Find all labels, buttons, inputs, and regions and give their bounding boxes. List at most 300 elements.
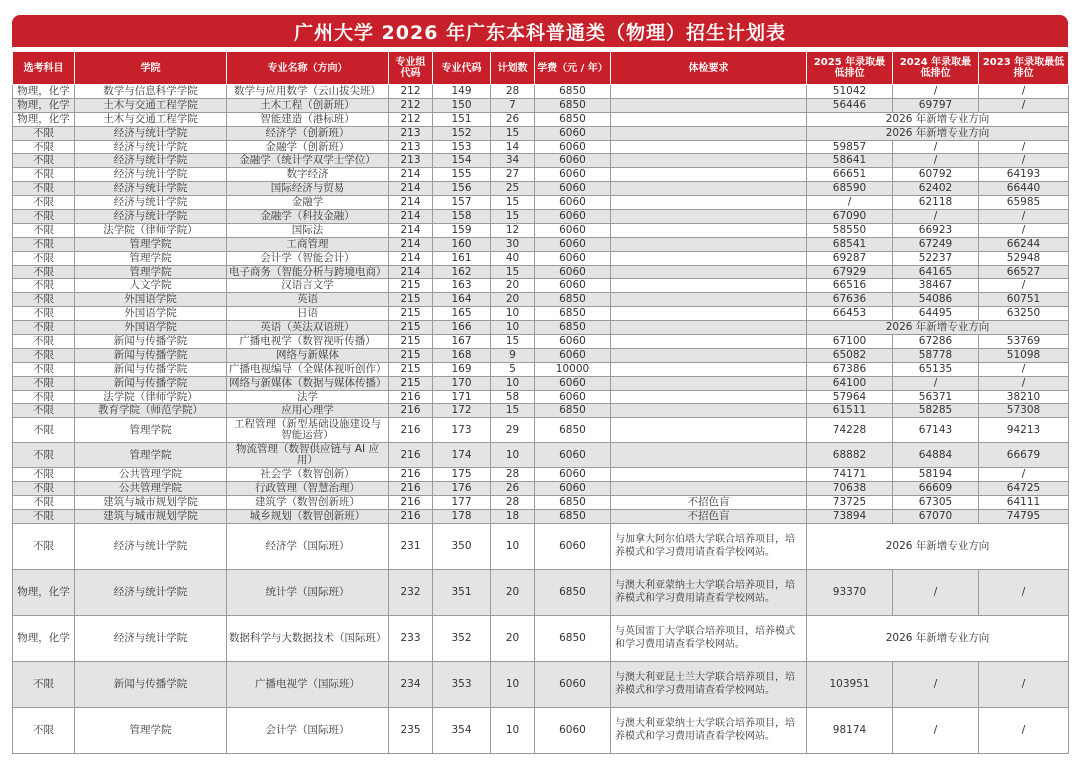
cell-major: 法学: [227, 390, 389, 404]
cell-physical-req: 不招色盲: [611, 510, 807, 524]
cell-rank-2024: 64495: [893, 307, 979, 321]
cell-college: 法学院（律师学院）: [75, 390, 227, 404]
cell-major-code: 160: [433, 237, 491, 251]
table-row: [13, 321, 1069, 335]
cell-plan-count: 20: [491, 615, 535, 661]
table-row: [13, 210, 1069, 224]
cell-college: 经济与统计学院: [75, 210, 227, 224]
cell-college: 外国语学院: [75, 307, 227, 321]
cell-major-code: 163: [433, 279, 491, 293]
cell-rank-2024: 52237: [893, 251, 979, 265]
cell-major-code: 167: [433, 335, 491, 349]
cell-subject: 物理，化学: [13, 85, 75, 99]
header-subject: 选考科目: [13, 52, 75, 85]
table-row: [13, 362, 1069, 376]
cell-rank-2024: /: [893, 661, 979, 707]
cell-subject: 物理，化学: [13, 112, 75, 126]
cell-rank-2025: 68590: [807, 182, 893, 196]
cell-college: 土木与交通工程学院: [75, 112, 227, 126]
cell-rank-2025: 68882: [807, 443, 893, 468]
cell-physical-req: [611, 404, 807, 418]
cell-group-code: 215: [389, 279, 433, 293]
cell-rank-2024: 67305: [893, 496, 979, 510]
cell-college: 经济与统计学院: [75, 615, 227, 661]
cell-subject: 不限: [13, 482, 75, 496]
cell-tuition: 6060: [535, 707, 611, 753]
cell-group-code: 215: [389, 307, 433, 321]
cell-rank-2024: 64165: [893, 265, 979, 279]
cell-rank-2023: /: [979, 707, 1069, 753]
cell-plan-count: 18: [491, 510, 535, 524]
cell-tuition: 6060: [535, 335, 611, 349]
cell-physical-req: [611, 196, 807, 210]
cell-rank-2023: /: [979, 154, 1069, 168]
cell-major-code: 155: [433, 168, 491, 182]
cell-rank-2023: 63250: [979, 307, 1069, 321]
cell-rank-2024: /: [893, 140, 979, 154]
table-row: [13, 348, 1069, 362]
cell-rank-2023: 51098: [979, 348, 1069, 362]
cell-rank-2023: 57308: [979, 404, 1069, 418]
cell-rank-2025: 61511: [807, 404, 893, 418]
cell-plan-count: 29: [491, 418, 535, 443]
table-row: [13, 482, 1069, 496]
cell-rank-2024: 67070: [893, 510, 979, 524]
cell-major: 英语（英法双语班）: [227, 321, 389, 335]
cell-plan-count: 12: [491, 223, 535, 237]
cell-major: 汉语言文学: [227, 279, 389, 293]
cell-plan-count: 7: [491, 98, 535, 112]
cell-major: 经济学（国际班）: [227, 523, 389, 569]
cell-physical-req: [611, 140, 807, 154]
cell-tuition: 6060: [535, 661, 611, 707]
cell-plan-count: 40: [491, 251, 535, 265]
cell-tuition: 6060: [535, 210, 611, 224]
cell-rank-2024: 58194: [893, 468, 979, 482]
cell-college: 经济与统计学院: [75, 569, 227, 615]
cell-major-code: 177: [433, 496, 491, 510]
cell-group-code: 215: [389, 376, 433, 390]
cell-group-code: 215: [389, 335, 433, 349]
table-row: [13, 307, 1069, 321]
cell-college: 经济与统计学院: [75, 140, 227, 154]
cell-tuition: 6850: [535, 510, 611, 524]
cell-rank-2023: 38210: [979, 390, 1069, 404]
cell-group-code: 214: [389, 196, 433, 210]
cell-major-code: 157: [433, 196, 491, 210]
cell-major-code: 171: [433, 390, 491, 404]
cell-rank-2024: /: [893, 85, 979, 99]
cell-group-code: 212: [389, 98, 433, 112]
cell-rank-2023: /: [979, 98, 1069, 112]
cell-subject: 不限: [13, 404, 75, 418]
table-row: [13, 126, 1069, 140]
cell-college: 人文学院: [75, 279, 227, 293]
table-row: [13, 496, 1069, 510]
table-row: [13, 182, 1069, 196]
cell-physical-req: [611, 237, 807, 251]
cell-physical-req: 与加拿大阿尔伯塔大学联合培养项目，培养模式和学习费用请查看学校网站。: [611, 523, 807, 569]
cell-rank-2025: 73894: [807, 510, 893, 524]
cell-subject: 不限: [13, 510, 75, 524]
cell-group-code: 216: [389, 468, 433, 482]
cell-major: 会计学（智能会计）: [227, 251, 389, 265]
cell-subject: 物理，化学: [13, 615, 75, 661]
table-body: [13, 85, 1069, 754]
header-group-code: 专业组代码: [389, 52, 433, 85]
cell-plan-count: 5: [491, 362, 535, 376]
cell-major: 广播电视编导（全媒体视听创作）: [227, 362, 389, 376]
cell-major-code: 156: [433, 182, 491, 196]
cell-rank-2023: 60751: [979, 293, 1069, 307]
cell-rank-2025: 74171: [807, 468, 893, 482]
header-rank-2024: 2024 年录取最低排位: [893, 52, 979, 85]
cell-tuition: 6850: [535, 98, 611, 112]
cell-subject: 不限: [13, 348, 75, 362]
cell-rank-2024: 56371: [893, 390, 979, 404]
table-row: [13, 707, 1069, 753]
cell-tuition: 6060: [535, 348, 611, 362]
cell-rank-2023: /: [979, 85, 1069, 99]
cell-major-code: 150: [433, 98, 491, 112]
cell-major-code: 353: [433, 661, 491, 707]
cell-physical-req: [611, 98, 807, 112]
cell-subject: 不限: [13, 443, 75, 468]
cell-tuition: 10000: [535, 362, 611, 376]
cell-group-code: 214: [389, 182, 433, 196]
cell-major-code: 169: [433, 362, 491, 376]
cell-rank-2025: 58550: [807, 223, 893, 237]
cell-physical-req: [611, 293, 807, 307]
cell-tuition: 6850: [535, 293, 611, 307]
cell-tuition: 6060: [535, 168, 611, 182]
cell-plan-count: 30: [491, 237, 535, 251]
cell-group-code: 233: [389, 615, 433, 661]
cell-rank-2023: 64193: [979, 168, 1069, 182]
cell-major-code: 165: [433, 307, 491, 321]
cell-rank-2024: 62402: [893, 182, 979, 196]
cell-tuition: 6060: [535, 251, 611, 265]
cell-tuition: 6850: [535, 321, 611, 335]
cell-group-code: 214: [389, 210, 433, 224]
cell-tuition: 6850: [535, 418, 611, 443]
cell-major: 应用心理学: [227, 404, 389, 418]
cell-plan-count: 15: [491, 196, 535, 210]
cell-plan-count: 20: [491, 569, 535, 615]
cell-plan-count: 58: [491, 390, 535, 404]
cell-physical-req: [611, 265, 807, 279]
cell-rank-2023: 66679: [979, 443, 1069, 468]
cell-rank-2025: 66651: [807, 168, 893, 182]
cell-rank-2023: 64111: [979, 496, 1069, 510]
table-row: [13, 390, 1069, 404]
header-rank-2023: 2023 年录取最低排位: [979, 52, 1069, 85]
table-row: [13, 661, 1069, 707]
cell-group-code: 215: [389, 348, 433, 362]
cell-rank-2025: 74228: [807, 418, 893, 443]
cell-group-code: 214: [389, 223, 433, 237]
cell-rank-2023: /: [979, 362, 1069, 376]
cell-rank-2024: 58778: [893, 348, 979, 362]
cell-physical-req: [611, 182, 807, 196]
cell-plan-count: 28: [491, 468, 535, 482]
cell-college: 经济与统计学院: [75, 154, 227, 168]
cell-tuition: 6060: [535, 523, 611, 569]
cell-physical-req: [611, 482, 807, 496]
cell-major: 网络与新媒体（数据与媒体传播）: [227, 376, 389, 390]
cell-major-code: 170: [433, 376, 491, 390]
cell-subject: 不限: [13, 362, 75, 376]
cell-group-code: 235: [389, 707, 433, 753]
cell-physical-req: [611, 348, 807, 362]
cell-plan-count: 15: [491, 210, 535, 224]
table-row: [13, 510, 1069, 524]
cell-plan-count: 26: [491, 482, 535, 496]
cell-major: 会计学（国际班）: [227, 707, 389, 753]
cell-subject: 不限: [13, 126, 75, 140]
cell-subject: 不限: [13, 321, 75, 335]
cell-rank-2023: 74795: [979, 510, 1069, 524]
cell-rank-2024: /: [893, 376, 979, 390]
cell-subject: 物理，化学: [13, 98, 75, 112]
cell-physical-req: [611, 418, 807, 443]
cell-physical-req: [611, 307, 807, 321]
cell-plan-count: 10: [491, 307, 535, 321]
cell-rank-2023: /: [979, 468, 1069, 482]
table-row: [13, 279, 1069, 293]
cell-college: 教育学院（师范学院）: [75, 404, 227, 418]
cell-group-code: 232: [389, 569, 433, 615]
cell-plan-count: 26: [491, 112, 535, 126]
cell-new-major-note: 2026 年新增专业方向: [807, 523, 1069, 569]
cell-subject: 不限: [13, 523, 75, 569]
cell-plan-count: 28: [491, 85, 535, 99]
cell-college: 管理学院: [75, 251, 227, 265]
cell-tuition: 6060: [535, 154, 611, 168]
cell-physical-req: [611, 126, 807, 140]
cell-physical-req: [611, 468, 807, 482]
cell-plan-count: 28: [491, 496, 535, 510]
cell-major: 建筑学（数智创新班）: [227, 496, 389, 510]
cell-major: 经济学（创新班）: [227, 126, 389, 140]
cell-rank-2024: 64884: [893, 443, 979, 468]
cell-tuition: 6060: [535, 482, 611, 496]
cell-college: 新闻与传播学院: [75, 348, 227, 362]
cell-tuition: 6060: [535, 237, 611, 251]
header-major-code: 专业代码: [433, 52, 491, 85]
table-row: [13, 237, 1069, 251]
cell-rank-2023: /: [979, 569, 1069, 615]
cell-rank-2023: /: [979, 223, 1069, 237]
cell-physical-req: [611, 154, 807, 168]
cell-rank-2023: /: [979, 140, 1069, 154]
cell-tuition: 6850: [535, 112, 611, 126]
cell-rank-2024: 66609: [893, 482, 979, 496]
cell-major: 国际经济与贸易: [227, 182, 389, 196]
cell-plan-count: 10: [491, 376, 535, 390]
cell-college: 新闻与传播学院: [75, 376, 227, 390]
cell-rank-2024: 67249: [893, 237, 979, 251]
cell-college: 外国语学院: [75, 293, 227, 307]
cell-plan-count: 15: [491, 404, 535, 418]
cell-major: 数字经济: [227, 168, 389, 182]
table-row: [13, 418, 1069, 443]
cell-plan-count: 10: [491, 523, 535, 569]
cell-rank-2025: 57964: [807, 390, 893, 404]
cell-rank-2023: 64725: [979, 482, 1069, 496]
cell-college: 法学院（律师学院）: [75, 223, 227, 237]
cell-college: 管理学院: [75, 707, 227, 753]
cell-group-code: 212: [389, 85, 433, 99]
cell-tuition: 6060: [535, 182, 611, 196]
cell-major: 电子商务（智能分析与跨境电商）: [227, 265, 389, 279]
cell-tuition: 6060: [535, 126, 611, 140]
cell-major: 社会学（数智创新）: [227, 468, 389, 482]
cell-subject: 不限: [13, 707, 75, 753]
cell-plan-count: 10: [491, 707, 535, 753]
cell-major-code: 154: [433, 154, 491, 168]
cell-group-code: 214: [389, 168, 433, 182]
cell-rank-2025: 68541: [807, 237, 893, 251]
table-row: [13, 98, 1069, 112]
cell-college: 土木与交通工程学院: [75, 98, 227, 112]
cell-college: 建筑与城市规划学院: [75, 496, 227, 510]
cell-subject: 不限: [13, 140, 75, 154]
cell-tuition: 6060: [535, 140, 611, 154]
header-physical-req: 体检要求: [611, 52, 807, 85]
cell-group-code: 213: [389, 154, 433, 168]
table-row: [13, 615, 1069, 661]
cell-tuition: 6850: [535, 569, 611, 615]
cell-physical-req: [611, 251, 807, 265]
cell-major: 智能建造（港标班）: [227, 112, 389, 126]
cell-rank-2024: 69797: [893, 98, 979, 112]
cell-physical-req: 与英国雷丁大学联合培养项目，培养模式和学习费用请查看学校网站。: [611, 615, 807, 661]
cell-group-code: 214: [389, 251, 433, 265]
cell-rank-2025: 56446: [807, 98, 893, 112]
cell-rank-2025: 103951: [807, 661, 893, 707]
cell-new-major-note: 2026 年新增专业方向: [807, 321, 1069, 335]
cell-major-code: 149: [433, 85, 491, 99]
cell-major: 工程管理（新型基础设施建设与智能运营）: [227, 418, 389, 443]
cell-college: 外国语学院: [75, 321, 227, 335]
cell-college: 建筑与城市规划学院: [75, 510, 227, 524]
cell-subject: 不限: [13, 307, 75, 321]
cell-plan-count: 10: [491, 321, 535, 335]
cell-group-code: 214: [389, 265, 433, 279]
cell-tuition: 6850: [535, 307, 611, 321]
cell-new-major-note: 2026 年新增专业方向: [807, 126, 1069, 140]
cell-group-code: 216: [389, 390, 433, 404]
cell-major-code: 350: [433, 523, 491, 569]
cell-rank-2024: 60792: [893, 168, 979, 182]
cell-major: 数学与应用数学（云山拔尖班）: [227, 85, 389, 99]
cell-college: 经济与统计学院: [75, 126, 227, 140]
cell-college: 经济与统计学院: [75, 523, 227, 569]
cell-college: 管理学院: [75, 237, 227, 251]
cell-major: 工商管理: [227, 237, 389, 251]
cell-group-code: 214: [389, 237, 433, 251]
cell-tuition: 6060: [535, 468, 611, 482]
cell-subject: 不限: [13, 265, 75, 279]
cell-rank-2023: 52948: [979, 251, 1069, 265]
cell-rank-2025: 67090: [807, 210, 893, 224]
cell-subject: 不限: [13, 223, 75, 237]
cell-group-code: 215: [389, 293, 433, 307]
cell-subject: 不限: [13, 154, 75, 168]
cell-major-code: 166: [433, 321, 491, 335]
cell-rank-2023: 94213: [979, 418, 1069, 443]
cell-major-code: 175: [433, 468, 491, 482]
cell-subject: 不限: [13, 168, 75, 182]
cell-tuition: 6060: [535, 265, 611, 279]
cell-subject: 不限: [13, 279, 75, 293]
cell-group-code: 231: [389, 523, 433, 569]
cell-physical-req: 不招色盲: [611, 496, 807, 510]
cell-plan-count: 27: [491, 168, 535, 182]
cell-tuition: 6060: [535, 390, 611, 404]
cell-major: 统计学（国际班）: [227, 569, 389, 615]
cell-physical-req: [611, 376, 807, 390]
cell-college: 管理学院: [75, 418, 227, 443]
page-title-bar: [12, 15, 1068, 47]
cell-major: 行政管理（智慧治理）: [227, 482, 389, 496]
cell-group-code: 216: [389, 443, 433, 468]
cell-major-code: 161: [433, 251, 491, 265]
cell-rank-2023: 65985: [979, 196, 1069, 210]
cell-rank-2025: 66516: [807, 279, 893, 293]
cell-plan-count: 15: [491, 126, 535, 140]
cell-rank-2024: /: [893, 707, 979, 753]
cell-group-code: 216: [389, 418, 433, 443]
cell-rank-2024: 66923: [893, 223, 979, 237]
cell-rank-2025: 66453: [807, 307, 893, 321]
cell-subject: 不限: [13, 376, 75, 390]
table-row: [13, 443, 1069, 468]
table-row: [13, 196, 1069, 210]
cell-physical-req: [611, 223, 807, 237]
table-row: [13, 468, 1069, 482]
cell-subject: 不限: [13, 661, 75, 707]
cell-rank-2024: 62118: [893, 196, 979, 210]
header-rank-2025: 2025 年录取最低排位: [807, 52, 893, 85]
cell-plan-count: 20: [491, 279, 535, 293]
cell-college: 数学与信息科学学院: [75, 85, 227, 99]
cell-physical-req: [611, 85, 807, 99]
cell-rank-2023: 66440: [979, 182, 1069, 196]
cell-rank-2024: 54086: [893, 293, 979, 307]
cell-tuition: 6850: [535, 615, 611, 661]
cell-tuition: 6850: [535, 85, 611, 99]
cell-physical-req: 与澳大利亚蒙纳士大学联合培养项目，培养模式和学习费用请查看学校网站。: [611, 707, 807, 753]
table-header-row: [13, 52, 1069, 85]
cell-group-code: 216: [389, 482, 433, 496]
table-row: [13, 265, 1069, 279]
cell-new-major-note: 2026 年新增专业方向: [807, 615, 1069, 661]
cell-tuition: 6060: [535, 443, 611, 468]
table-row: [13, 223, 1069, 237]
header-plan-count: 计划数: [491, 52, 535, 85]
cell-rank-2025: 69287: [807, 251, 893, 265]
cell-rank-2025: 67386: [807, 362, 893, 376]
cell-major: 英语: [227, 293, 389, 307]
cell-subject: 不限: [13, 210, 75, 224]
cell-college: 经济与统计学院: [75, 168, 227, 182]
cell-rank-2025: 58641: [807, 154, 893, 168]
cell-physical-req: [611, 168, 807, 182]
cell-rank-2025: 67929: [807, 265, 893, 279]
cell-major: 金融学（统计学双学士学位）: [227, 154, 389, 168]
